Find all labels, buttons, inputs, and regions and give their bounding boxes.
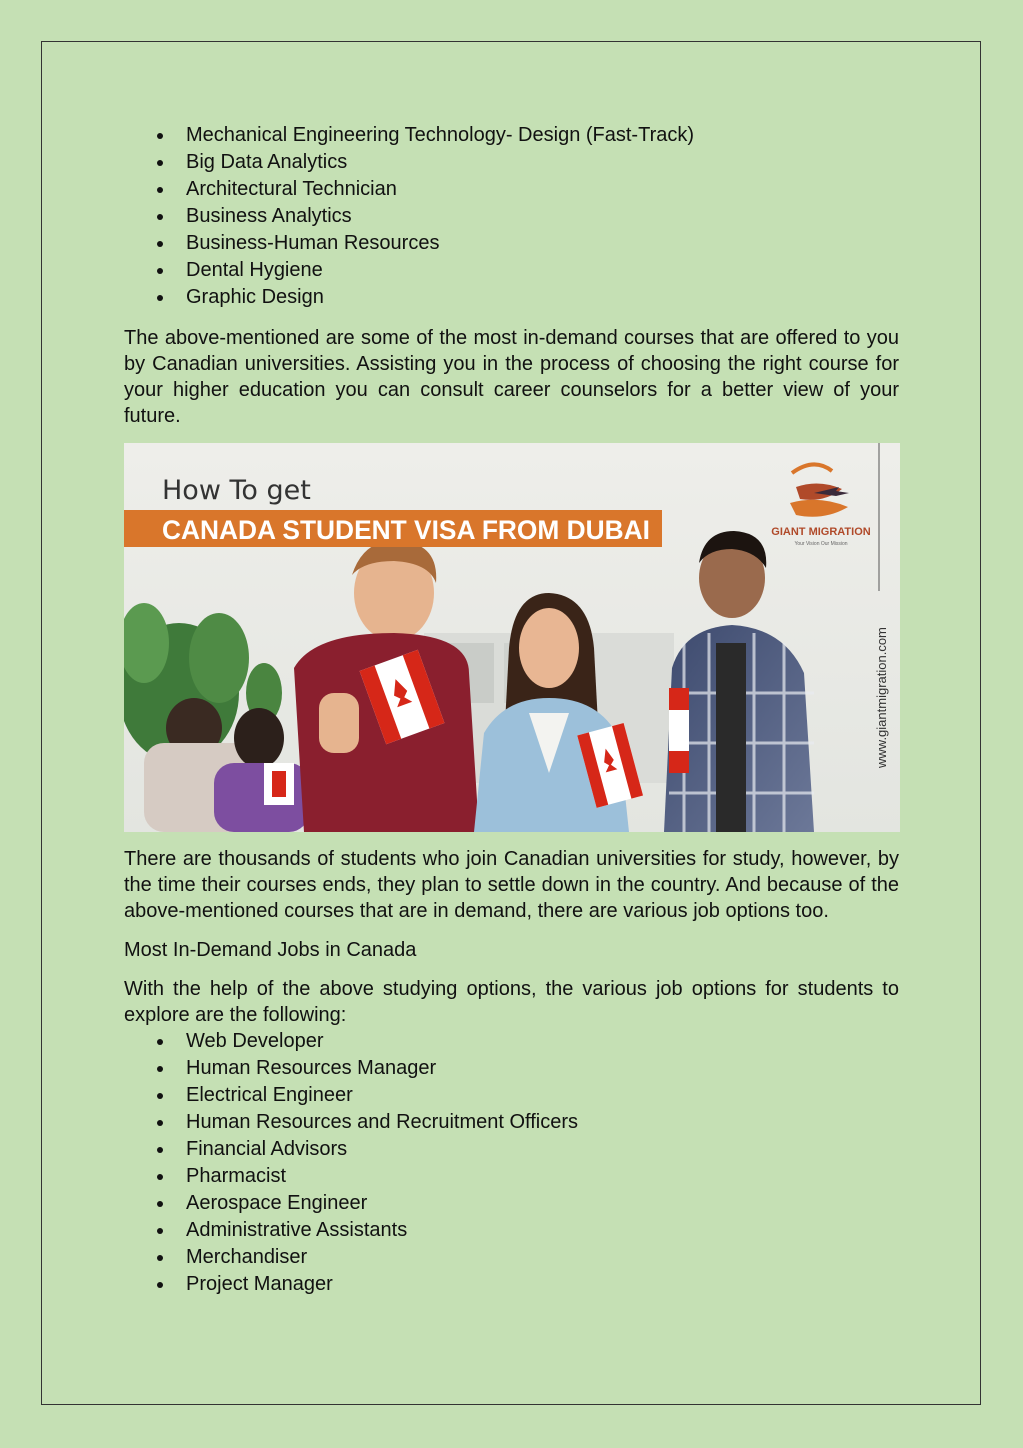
students-paragraph: There are thousands of students who join Canadian universities for study, however, by the time their courses ends, they plan to settle down in the country. And because of the above-mentioned courses that are in demand, there are various job options too.	[124, 848, 899, 922]
jobs-intro-paragraph: With the help of the above studying options, the various job options for students to explore are the following:	[124, 978, 899, 1026]
website-url: www.giantmigration.com	[874, 627, 889, 768]
course-item: Graphic Design	[124, 284, 899, 311]
jobs-heading: Most In-Demand Jobs in Canada	[124, 939, 417, 961]
brand-name: GIANT MIGRATION	[771, 526, 871, 538]
hero-illustration	[124, 443, 900, 832]
job-item: Electrical Engineer	[124, 1082, 899, 1109]
job-item: Merchandiser	[124, 1244, 899, 1271]
course-item: Big Data Analytics	[124, 149, 899, 176]
course-item: Mechanical Engineering Technology- Design (Fast-Track)	[124, 122, 899, 149]
page-content	[124, 122, 899, 1298]
job-item: Financial Advisors	[124, 1136, 899, 1163]
course-item: Business-Human Resources	[124, 230, 899, 257]
job-item: Administrative Assistants	[124, 1217, 899, 1244]
job-item: Pharmacist	[124, 1163, 899, 1190]
hero-heading-banner: CANADA STUDENT VISA FROM DUBAI	[162, 515, 650, 545]
courses-paragraph: The above-mentioned are some of the most in-demand courses that are offered to you by Canadian universities. Assisting you in the process of choosing the right course for your higher education you can consult career counselors for a better view of your future.	[124, 327, 899, 427]
job-item: Aerospace Engineer	[124, 1190, 899, 1217]
course-item: Architectural Technician	[124, 176, 899, 203]
course-list	[124, 122, 899, 311]
hero-image	[124, 443, 900, 832]
job-list	[124, 1028, 899, 1298]
brand-tagline: Your Vision Our Mission	[794, 541, 848, 547]
job-item: Human Resources Manager	[124, 1055, 899, 1082]
course-item: Business Analytics	[124, 203, 899, 230]
job-item: Human Resources and Recruitment Officers	[124, 1109, 899, 1136]
job-item: Project Manager	[124, 1271, 899, 1298]
course-item: Dental Hygiene	[124, 257, 899, 284]
hero-heading-small: How To get	[162, 475, 311, 506]
job-item: Web Developer	[124, 1028, 899, 1055]
